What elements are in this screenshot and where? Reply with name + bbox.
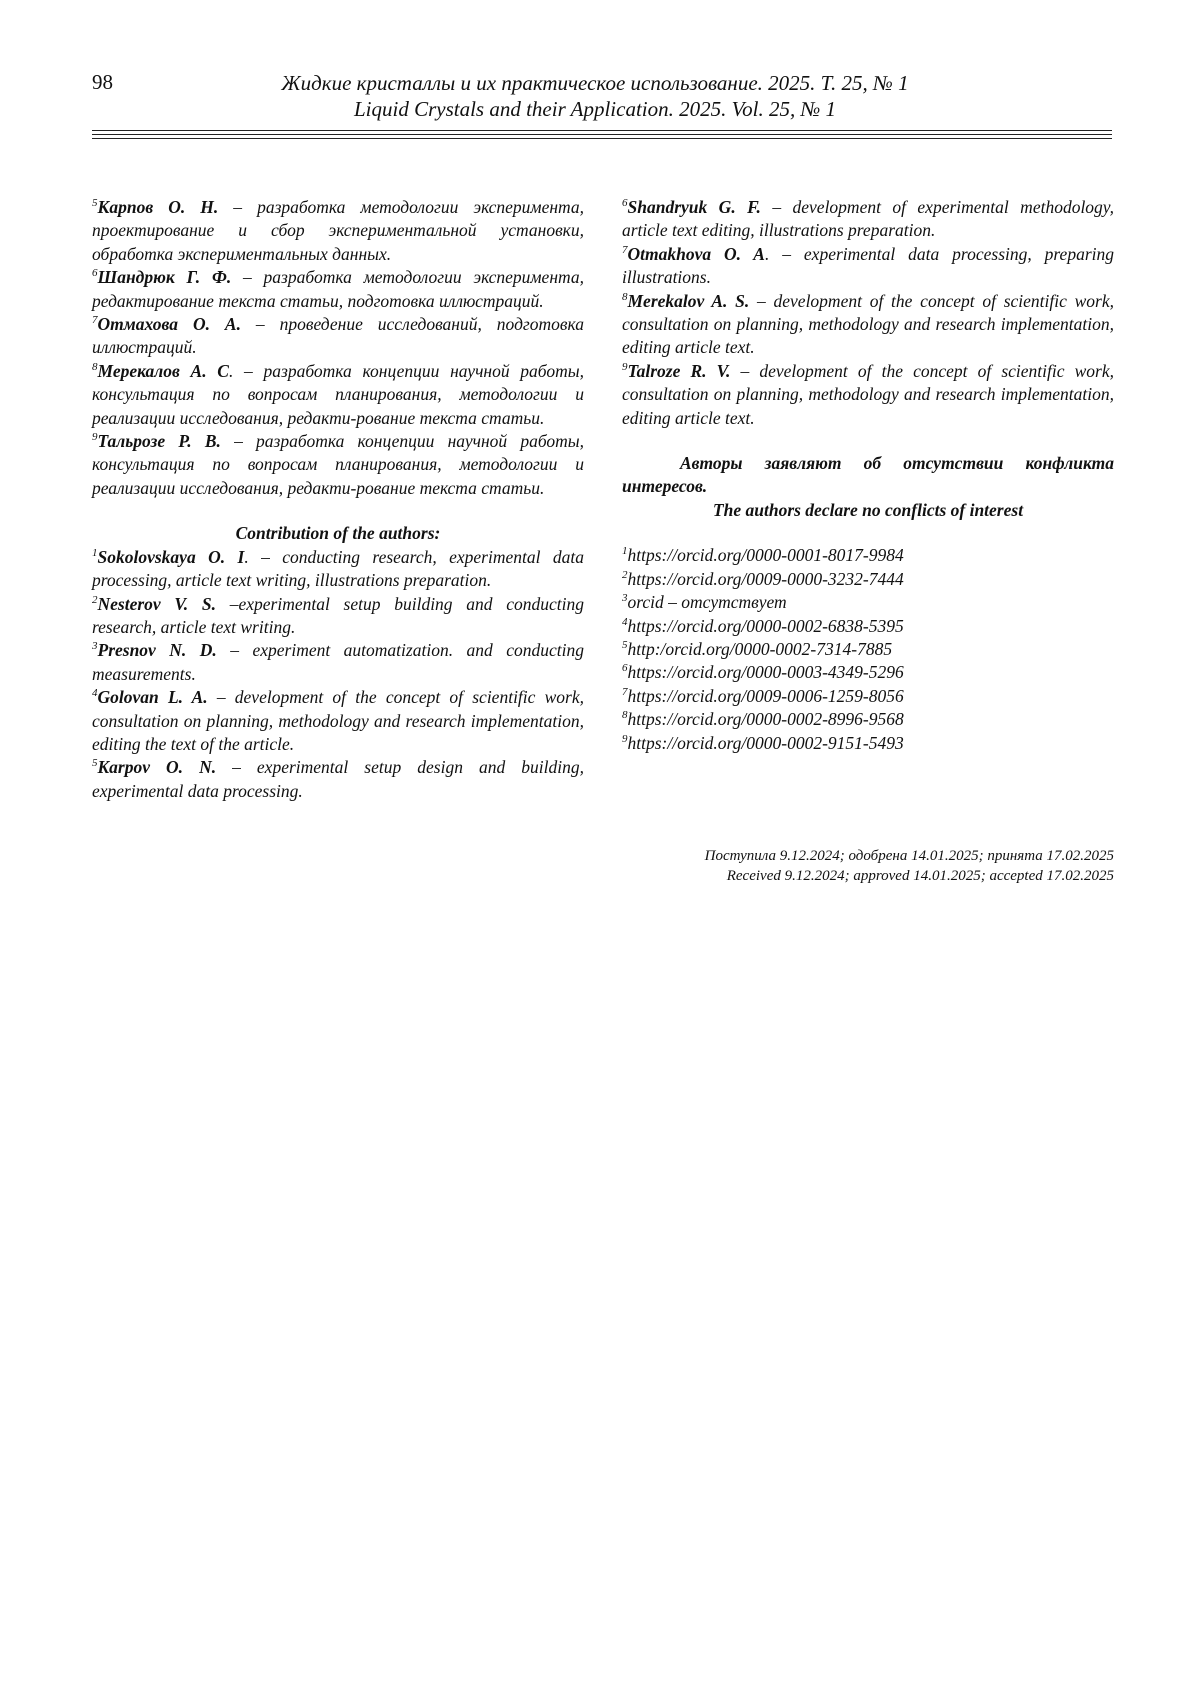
author-name: Шандрюк Г. Ф. — [98, 267, 232, 287]
contribution-text: – development of the concept of scientific work, consultation on planning, methodology and research implementation, editing article text. — [622, 291, 1114, 358]
orcid-item — [622, 685, 1114, 708]
journal-title-en: Liquid Crystals and their Application. 2025. Vol. 25, № 1 — [150, 96, 1040, 122]
contribution-entry — [92, 593, 584, 640]
author-name: Тальрозе Р. В. — [98, 431, 221, 451]
contribution-text: – разработка методологии эксперимента, проектирование и сбор экспериментальной установки, обработка экспериментальных данных. — [92, 197, 584, 264]
footnote-number: 6 — [92, 267, 98, 279]
orcid-item — [622, 544, 1114, 567]
contribution-text: – experiment automatization. and conducting measurements. — [92, 640, 584, 683]
orcid-link: https://orcid.org/0000-0002-8996-9568 — [628, 709, 904, 729]
footnote-number: 6 — [622, 197, 628, 209]
author-name: Shandryuk G. F. — [628, 197, 761, 217]
contribution-entry — [92, 546, 584, 593]
footnote-number: 1 — [622, 545, 628, 557]
contribution-text: –experimental setup building and conducting research, article text writing. — [92, 594, 584, 637]
footnote-number: 7 — [622, 244, 628, 256]
footnote-number: 9 — [622, 361, 628, 373]
contribution-entry — [92, 639, 584, 686]
footnote-number: 4 — [622, 616, 628, 628]
orcid-item — [622, 615, 1114, 638]
author-name: Мерекалов А. С — [98, 361, 229, 381]
orcid-link: https://orcid.org/0009-0006-1259-8056 — [628, 686, 904, 706]
orcid-item — [622, 638, 1114, 661]
orcid-item — [622, 591, 1114, 614]
footnote-number: 7 — [92, 314, 98, 326]
contribution-text: – development of experimental methodology, article text editing, illustrations preparation. — [622, 197, 1114, 240]
footnote-number: 7 — [622, 686, 628, 698]
footnote-number: 6 — [622, 662, 628, 674]
author-name: Otmakhova O. A — [628, 244, 765, 264]
footnote-number: 8 — [622, 291, 628, 303]
contribution-entry — [92, 266, 584, 313]
footnote-number: 2 — [622, 569, 628, 581]
orcid-item — [622, 661, 1114, 684]
left-column — [92, 196, 584, 803]
footnote-number: 9 — [622, 733, 628, 745]
contribution-text: . – experimental data processing, preparing illustrations. — [622, 244, 1114, 287]
contribution-heading: Contribution of the authors: — [92, 522, 584, 545]
dates-en: Received 9.12.2024; approved 14.01.2025; accepted 17.02.2025 — [622, 866, 1114, 886]
orcid-link: https://orcid.org/0000-0001-8017-9984 — [628, 545, 904, 565]
author-name: Карпов О. Н. — [98, 197, 219, 217]
footnote-number: 2 — [92, 594, 98, 606]
contribution-entry — [622, 290, 1114, 360]
author-name: Karpov O. N. — [98, 757, 217, 777]
header-divider — [92, 138, 1112, 139]
footnote-number: 1 — [92, 547, 98, 559]
contribution-entry — [622, 196, 1114, 243]
contribution-text: – проведение исследований, подготовка иллюстраций. — [92, 314, 584, 357]
orcid-link: orcid – отсутствует — [628, 592, 787, 612]
contribution-entry — [92, 430, 584, 500]
footnote-number: 3 — [622, 592, 628, 604]
author-name: Golovan L. A. — [98, 687, 208, 707]
contribution-entry — [92, 686, 584, 756]
contribution-text: . – разработка концепции научной работы, консультация по вопросам планирования, методологии и реализации исследования, редакти-рование текста статьи. — [92, 361, 584, 428]
author-name: Merekalov A. S. — [628, 291, 750, 311]
orcid-link: https://orcid.org/0000-0002-6838-5395 — [628, 616, 904, 636]
footnote-number: 5 — [622, 639, 628, 651]
footnote-number: 8 — [92, 361, 98, 373]
contribution-entry — [92, 756, 584, 803]
footnote-number: 9 — [92, 431, 98, 443]
author-name: Nesterov V. S. — [98, 594, 217, 614]
contribution-entry — [92, 196, 584, 266]
conflict-statement-en: The authors declare no conflicts of interest — [622, 499, 1114, 522]
author-name: Presnov N. D. — [98, 640, 217, 660]
dates-ru: Поступила 9.12.2024; одобрена 14.01.2025; принята 17.02.2025 — [622, 846, 1114, 866]
author-name: Sokolovskaya O. I — [98, 547, 245, 567]
spacer — [622, 430, 1114, 452]
footnote-number: 5 — [92, 197, 98, 209]
journal-title-ru: Жидкие кристаллы и их практическое использование. 2025. Т. 25, № 1 — [150, 70, 1040, 96]
orcid-link: https://orcid.org/0000-0003-4349-5296 — [628, 662, 904, 682]
footnote-number: 5 — [92, 758, 98, 770]
spacer — [92, 500, 584, 522]
contribution-entry — [92, 313, 584, 360]
orcid-item — [622, 732, 1114, 755]
conflict-statement-ru: Авторы заявляют об отсутствии конфликта интересов. — [622, 452, 1114, 499]
contribution-text: . – conducting research, experimental data processing, article text writing, illustrations preparation. — [92, 547, 584, 590]
submission-dates — [622, 846, 1114, 886]
header-divider — [92, 130, 1112, 131]
orcid-item — [622, 568, 1114, 591]
orcid-link: http:/orcid.org/0000-0002-7314-7885 — [628, 639, 893, 659]
footnote-number: 4 — [92, 687, 98, 699]
orcid-item — [622, 708, 1114, 731]
spacer — [622, 522, 1114, 544]
contribution-text: – разработка методологии эксперимента, редактирование текста статьи, подготовка иллюстраций. — [92, 267, 584, 310]
orcid-list — [622, 544, 1114, 755]
journal-header — [150, 70, 1040, 122]
contribution-text: – experimental setup design and building, experimental data processing. — [92, 757, 584, 800]
orcid-link: https://orcid.org/0000-0002-9151-5493 — [628, 733, 904, 753]
contribution-text: – разработка концепции научной работы, консультация по вопросам планирования, методологии и реализации исследования, редакти-рование текста статьи. — [92, 431, 584, 498]
contribution-entry — [92, 360, 584, 430]
author-name: Отмахова О. А. — [98, 314, 241, 334]
contribution-text: – development of the concept of scientific work, consultation on planning, methodology and research implementation, editing article text. — [622, 361, 1114, 428]
contribution-text: – development of the concept of scientific work, consultation on planning, methodology and research implementation, editing the text of the article. — [92, 687, 584, 754]
author-name: Talroze R. V. — [628, 361, 731, 381]
page-number: 98 — [92, 70, 113, 95]
footnote-number: 3 — [92, 640, 98, 652]
footnote-number: 8 — [622, 709, 628, 721]
orcid-link: https://orcid.org/0009-0000-3232-7444 — [628, 569, 904, 589]
header-divider — [92, 134, 1112, 135]
contribution-entry — [622, 243, 1114, 290]
right-column — [622, 196, 1114, 755]
contribution-entry — [622, 360, 1114, 430]
